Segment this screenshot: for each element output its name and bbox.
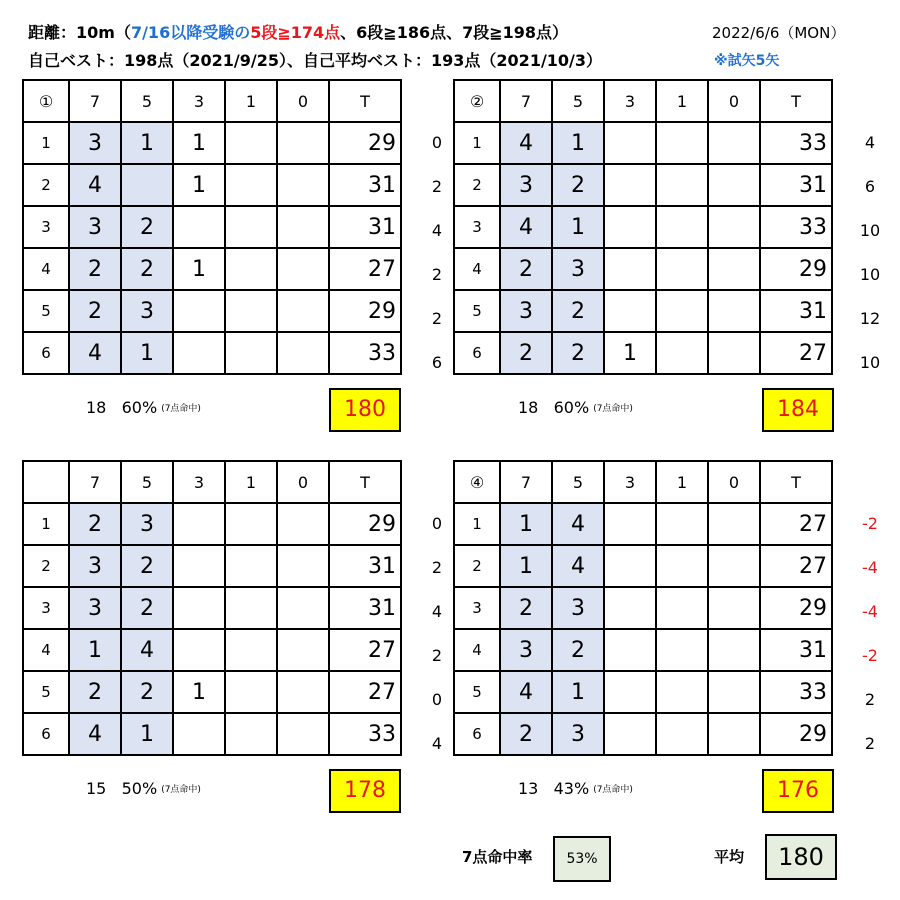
end-total: 31 <box>760 164 832 206</box>
end-total: 33 <box>760 206 832 248</box>
score-cell: 1 <box>121 332 173 374</box>
header-row <box>454 80 832 122</box>
score-cell <box>277 122 329 164</box>
side-diff: 10 <box>859 353 881 372</box>
score-cell: 3 <box>552 713 604 755</box>
side-diff: 2 <box>431 646 443 665</box>
table-row <box>454 332 832 374</box>
score-cell: 1 <box>121 713 173 755</box>
side-diff: 6 <box>431 353 443 372</box>
end-total: 29 <box>760 248 832 290</box>
end-number: 6 <box>23 713 69 755</box>
table-row <box>23 332 401 374</box>
score-cell <box>604 545 656 587</box>
score-cell: 2 <box>69 503 121 545</box>
score-cell <box>604 290 656 332</box>
side-diff: -4 <box>862 602 878 621</box>
end-total: 29 <box>760 713 832 755</box>
side-diff: 2 <box>431 265 443 284</box>
end-total: 27 <box>760 503 832 545</box>
score-cell <box>708 713 760 755</box>
side-diff: 2 <box>864 690 876 709</box>
end-total: 29 <box>329 290 401 332</box>
score-cell <box>173 206 225 248</box>
hit-count: 13 <box>518 779 539 798</box>
score-cell <box>656 290 708 332</box>
score-cell <box>656 332 708 374</box>
score-cell <box>708 545 760 587</box>
exam-condition: 7/16以降受験の <box>130 23 251 42</box>
score-cell: 1 <box>173 122 225 164</box>
end-number: 5 <box>454 671 500 713</box>
score-cell <box>708 248 760 290</box>
hit-count: 15 <box>86 779 107 798</box>
hit-note: (7点命中) <box>161 785 201 795</box>
end-number: 3 <box>454 206 500 248</box>
score-cell: 4 <box>552 545 604 587</box>
end-total: 33 <box>760 671 832 713</box>
personal-best: 自己ベスト：198点（2021/9/25）、自己平均ベスト：193点（2021/10/3） <box>28 51 603 70</box>
score-cell <box>656 164 708 206</box>
score-cell: 1 <box>121 122 173 164</box>
end-number: 1 <box>454 503 500 545</box>
hit-summary <box>518 779 633 798</box>
end-total: 27 <box>760 332 832 374</box>
column-header: T <box>760 80 832 122</box>
score-cell: 3 <box>552 587 604 629</box>
score-cell <box>277 206 329 248</box>
score-sheet-4 <box>453 460 833 756</box>
table-row <box>23 587 401 629</box>
hit-note: (7点命中) <box>593 785 633 795</box>
score-cell <box>604 122 656 164</box>
score-cell <box>173 290 225 332</box>
score-cell: 4 <box>69 164 121 206</box>
table-row <box>23 671 401 713</box>
score-cell: 2 <box>500 587 552 629</box>
column-header: 5 <box>552 80 604 122</box>
rank-thresholds: 、6段≧186点、7段≧198点） <box>340 23 569 42</box>
score-cell <box>708 122 760 164</box>
table-row <box>454 545 832 587</box>
end-total: 31 <box>329 587 401 629</box>
score-cell: 3 <box>69 122 121 164</box>
end-total: 27 <box>760 545 832 587</box>
hit-summary <box>518 398 633 417</box>
table-row <box>23 290 401 332</box>
corner-cell: ① <box>23 80 69 122</box>
hit-percent: 43% <box>553 779 590 798</box>
table-row <box>23 629 401 671</box>
table-row <box>454 713 832 755</box>
score-cell <box>225 122 277 164</box>
score-cell: 2 <box>69 671 121 713</box>
score-cell <box>656 545 708 587</box>
score-cell: 2 <box>500 332 552 374</box>
header-row <box>23 80 401 122</box>
column-header: 1 <box>656 80 708 122</box>
corner-cell: ④ <box>454 461 500 503</box>
score-cell <box>225 248 277 290</box>
end-number: 1 <box>23 122 69 164</box>
score-cell <box>708 671 760 713</box>
score-cell: 3 <box>552 248 604 290</box>
side-diff: 12 <box>859 309 881 328</box>
score-cell: 1 <box>500 503 552 545</box>
end-total: 33 <box>329 713 401 755</box>
side-diff: 0 <box>431 133 443 152</box>
score-cell <box>708 503 760 545</box>
score-cell: 1 <box>69 629 121 671</box>
score-table <box>453 79 833 375</box>
column-header: T <box>760 461 832 503</box>
table-row <box>454 206 832 248</box>
column-header: 0 <box>277 80 329 122</box>
hit-rate-value: 53% <box>553 836 611 882</box>
score-cell <box>708 629 760 671</box>
score-cell: 3 <box>500 290 552 332</box>
column-header: 3 <box>173 80 225 122</box>
score-cell <box>604 503 656 545</box>
score-cell <box>225 713 277 755</box>
table-row <box>454 503 832 545</box>
side-diff: 4 <box>431 221 443 240</box>
score-cell <box>225 164 277 206</box>
score-cell: 4 <box>121 629 173 671</box>
score-cell: 2 <box>69 290 121 332</box>
table-row <box>454 122 832 164</box>
end-number: 4 <box>454 629 500 671</box>
score-cell <box>604 248 656 290</box>
score-cell: 1 <box>552 122 604 164</box>
side-diff: 4 <box>431 734 443 753</box>
end-number: 5 <box>23 671 69 713</box>
end-total: 31 <box>329 545 401 587</box>
score-cell <box>656 671 708 713</box>
score-cell <box>656 206 708 248</box>
column-header: 1 <box>225 80 277 122</box>
score-cell <box>604 713 656 755</box>
score-cell <box>708 164 760 206</box>
score-cell <box>173 587 225 629</box>
average-value: 180 <box>765 834 837 880</box>
end-number: 6 <box>23 332 69 374</box>
score-table <box>22 79 402 375</box>
score-cell <box>225 671 277 713</box>
score-cell <box>225 587 277 629</box>
table-row <box>454 629 832 671</box>
side-diff: 0 <box>431 690 443 709</box>
end-total: 33 <box>329 332 401 374</box>
score-cell: 2 <box>500 713 552 755</box>
hit-summary <box>86 779 201 798</box>
grand-total: 184 <box>762 388 834 432</box>
score-cell <box>277 503 329 545</box>
score-cell <box>656 629 708 671</box>
table-row <box>23 713 401 755</box>
end-number: 2 <box>23 545 69 587</box>
score-table <box>22 460 402 756</box>
table-row <box>454 587 832 629</box>
end-number: 3 <box>454 587 500 629</box>
score-cell <box>656 122 708 164</box>
rank5-threshold: 5段≧174点 <box>250 23 341 42</box>
column-header: T <box>329 80 401 122</box>
end-total: 31 <box>760 629 832 671</box>
score-cell <box>656 587 708 629</box>
end-number: 6 <box>454 713 500 755</box>
score-cell: 1 <box>173 248 225 290</box>
end-total: 27 <box>329 671 401 713</box>
score-cell <box>225 332 277 374</box>
trial-note: ※試矢5矢 <box>714 53 780 69</box>
score-cell: 4 <box>500 122 552 164</box>
score-cell <box>604 587 656 629</box>
score-cell <box>708 206 760 248</box>
end-number: 1 <box>23 503 69 545</box>
score-cell: 3 <box>121 503 173 545</box>
score-cell <box>656 248 708 290</box>
table-row <box>23 545 401 587</box>
score-cell: 4 <box>500 671 552 713</box>
end-number: 1 <box>454 122 500 164</box>
score-cell <box>173 332 225 374</box>
score-cell <box>708 587 760 629</box>
score-cell: 2 <box>500 248 552 290</box>
score-cell: 4 <box>69 332 121 374</box>
score-cell <box>225 290 277 332</box>
side-diff: 4 <box>864 133 876 152</box>
grand-total: 176 <box>762 769 834 813</box>
side-diff: 2 <box>431 309 443 328</box>
score-cell <box>225 545 277 587</box>
score-cell: 1 <box>552 206 604 248</box>
column-header: 3 <box>173 461 225 503</box>
end-total: 31 <box>329 206 401 248</box>
table-row <box>454 164 832 206</box>
side-diff: 6 <box>864 177 876 196</box>
score-cell <box>225 629 277 671</box>
side-diff: 4 <box>431 602 443 621</box>
side-diff: 2 <box>431 177 443 196</box>
end-total: 29 <box>329 503 401 545</box>
score-cell <box>173 629 225 671</box>
hit-percent: 50% <box>121 779 158 798</box>
end-number: 6 <box>454 332 500 374</box>
score-cell <box>656 713 708 755</box>
score-cell: 3 <box>69 545 121 587</box>
column-header: 1 <box>656 461 708 503</box>
score-sheet-1 <box>22 79 402 375</box>
score-cell: 3 <box>121 290 173 332</box>
side-diff: 10 <box>859 221 881 240</box>
score-cell: 2 <box>69 248 121 290</box>
column-header: 7 <box>500 461 552 503</box>
corner-cell <box>23 461 69 503</box>
end-total: 29 <box>760 587 832 629</box>
score-cell: 3 <box>69 206 121 248</box>
score-cell <box>225 206 277 248</box>
end-number: 5 <box>454 290 500 332</box>
end-number: 2 <box>454 545 500 587</box>
score-cell <box>277 248 329 290</box>
grand-total: 178 <box>329 769 401 813</box>
header-row <box>454 461 832 503</box>
table-row <box>23 206 401 248</box>
column-header: T <box>329 461 401 503</box>
end-total: 29 <box>329 122 401 164</box>
table-row <box>23 164 401 206</box>
distance-header <box>28 20 568 43</box>
score-cell: 2 <box>552 332 604 374</box>
score-cell: 4 <box>69 713 121 755</box>
date-label: 2022/6/6（MON） <box>712 24 846 42</box>
column-header: 0 <box>277 461 329 503</box>
score-cell: 3 <box>500 164 552 206</box>
score-cell <box>604 671 656 713</box>
corner-cell: ② <box>454 80 500 122</box>
distance-prefix: 距離：10m（ <box>28 23 131 42</box>
score-cell <box>173 503 225 545</box>
score-cell <box>173 713 225 755</box>
score-cell: 3 <box>69 587 121 629</box>
end-number: 3 <box>23 206 69 248</box>
side-diff: 2 <box>431 558 443 577</box>
hit-count: 18 <box>518 398 539 417</box>
column-header: 5 <box>121 80 173 122</box>
end-number: 2 <box>23 164 69 206</box>
score-cell: 2 <box>121 248 173 290</box>
score-cell <box>604 206 656 248</box>
column-header: 7 <box>69 80 121 122</box>
end-total: 31 <box>329 164 401 206</box>
score-cell <box>277 671 329 713</box>
end-total: 27 <box>329 629 401 671</box>
score-cell: 2 <box>552 629 604 671</box>
score-cell <box>225 503 277 545</box>
side-diff: -2 <box>862 646 878 665</box>
table-row <box>23 248 401 290</box>
side-diff: 10 <box>859 265 881 284</box>
hit-percent: 60% <box>553 398 590 417</box>
score-cell: 1 <box>500 545 552 587</box>
column-header: 3 <box>604 461 656 503</box>
score-cell: 2 <box>552 164 604 206</box>
score-cell <box>277 164 329 206</box>
column-header: 7 <box>69 461 121 503</box>
score-cell: 4 <box>552 503 604 545</box>
hit-rate-label: 7点命中率 <box>462 848 533 866</box>
column-header: 5 <box>552 461 604 503</box>
grand-total: 180 <box>329 388 401 432</box>
column-header: 5 <box>121 461 173 503</box>
hit-note: (7点命中) <box>161 404 201 414</box>
column-header: 7 <box>500 80 552 122</box>
score-cell: 1 <box>173 671 225 713</box>
score-cell: 1 <box>552 671 604 713</box>
score-cell <box>277 545 329 587</box>
header-row <box>23 461 401 503</box>
end-number: 3 <box>23 587 69 629</box>
hit-count: 18 <box>86 398 107 417</box>
column-header: 0 <box>708 461 760 503</box>
end-total: 33 <box>760 122 832 164</box>
score-cell: 2 <box>121 545 173 587</box>
score-cell: 2 <box>552 290 604 332</box>
score-cell <box>277 332 329 374</box>
column-header: 3 <box>604 80 656 122</box>
score-cell <box>604 164 656 206</box>
end-number: 4 <box>23 629 69 671</box>
score-cell: 2 <box>121 587 173 629</box>
end-total: 27 <box>329 248 401 290</box>
side-diff: 0 <box>431 514 443 533</box>
score-cell <box>277 587 329 629</box>
score-cell <box>708 332 760 374</box>
score-table <box>453 460 833 756</box>
end-number: 2 <box>454 164 500 206</box>
side-diff: 2 <box>864 734 876 753</box>
average-label: 平均 <box>714 848 745 866</box>
table-row <box>23 503 401 545</box>
table-row <box>454 671 832 713</box>
score-cell: 1 <box>173 164 225 206</box>
score-sheet-2 <box>453 79 833 375</box>
score-cell: 4 <box>500 206 552 248</box>
score-cell <box>277 629 329 671</box>
column-header: 1 <box>225 461 277 503</box>
score-cell <box>604 629 656 671</box>
score-cell <box>656 503 708 545</box>
score-sheet-3 <box>22 460 402 756</box>
score-cell: 2 <box>121 206 173 248</box>
table-row <box>454 290 832 332</box>
end-number: 5 <box>23 290 69 332</box>
hit-percent: 60% <box>121 398 158 417</box>
score-cell <box>173 545 225 587</box>
score-cell: 1 <box>604 332 656 374</box>
score-cell: 2 <box>121 671 173 713</box>
hit-summary <box>86 398 201 417</box>
side-diff: -2 <box>862 514 878 533</box>
table-row <box>454 248 832 290</box>
end-total: 31 <box>760 290 832 332</box>
score-cell <box>277 290 329 332</box>
score-cell <box>277 713 329 755</box>
side-diff: -4 <box>862 558 878 577</box>
score-cell: 3 <box>500 629 552 671</box>
score-cell <box>708 290 760 332</box>
table-row <box>23 122 401 164</box>
end-number: 4 <box>454 248 500 290</box>
score-cell <box>121 164 173 206</box>
column-header: 0 <box>708 80 760 122</box>
hit-note: (7点命中) <box>593 404 633 414</box>
end-number: 4 <box>23 248 69 290</box>
